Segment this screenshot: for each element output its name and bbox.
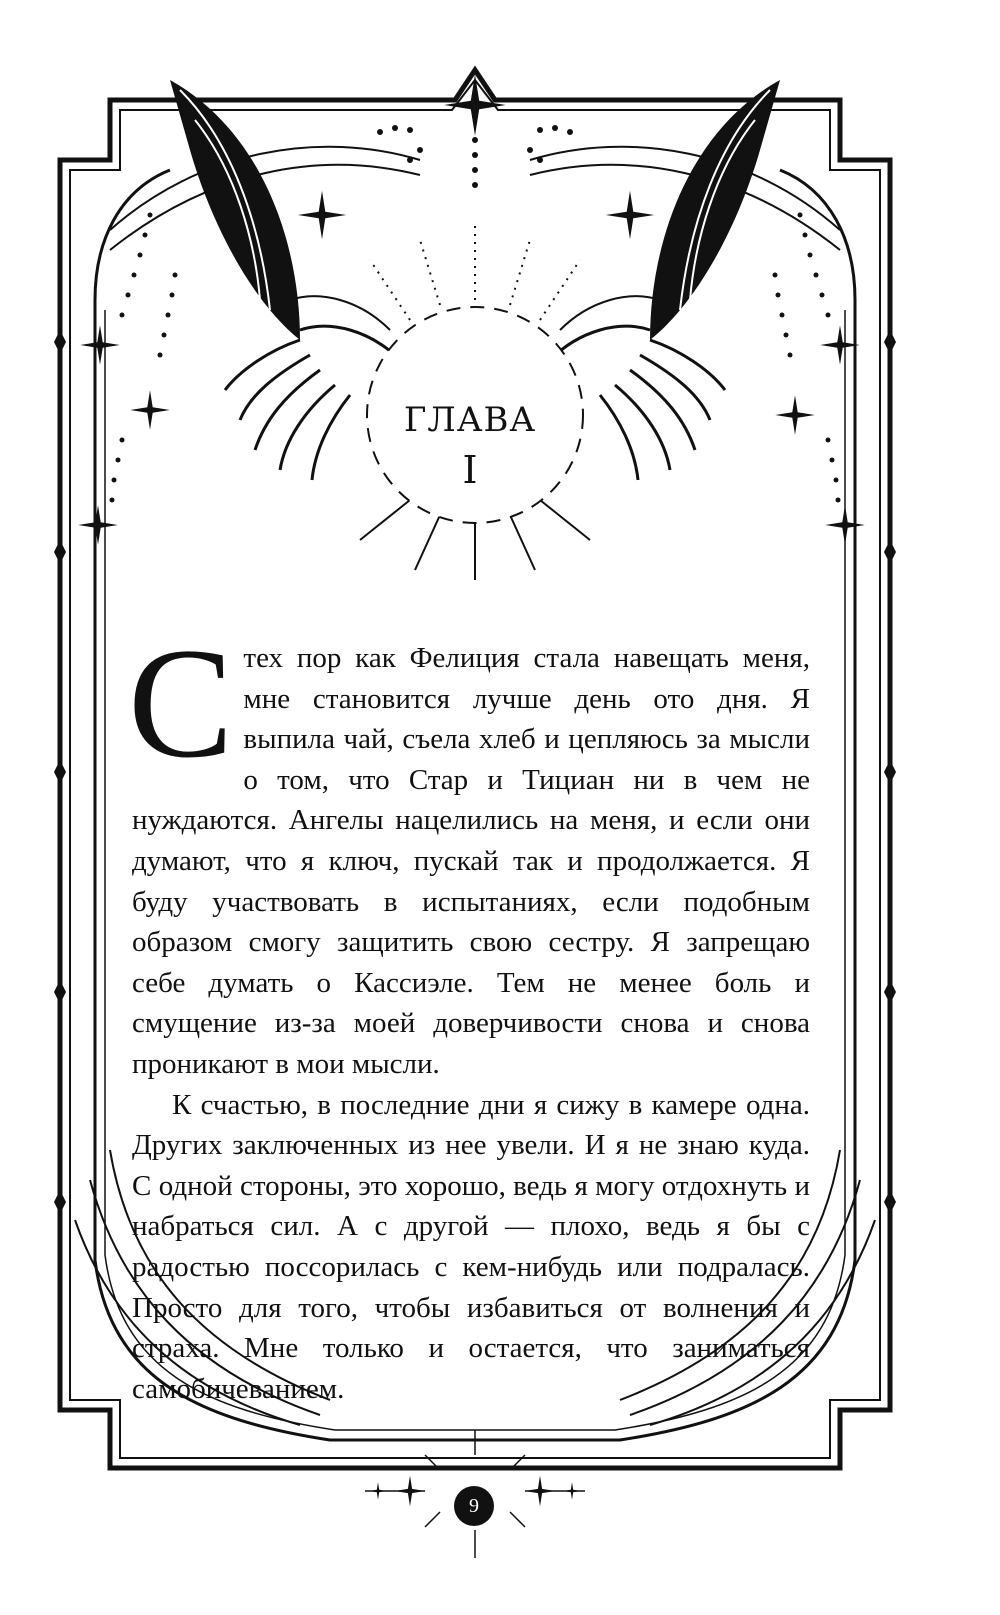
page-number: 9 <box>469 1495 479 1517</box>
drop-cap: С <box>128 616 234 791</box>
chapter-number: I <box>462 448 478 492</box>
paragraph: К счастью, в последние дни я сижу в камере одна. Других заключенных из нее увели. И я не знаю куда. С одной стороны, это хорошо, ведь я могу отдохнуть и набраться сил. А с другой — плохо, ведь я бы с радостью поссорилась с кем-нибудь или подралась. Просто для того, чтобы избавиться от волнения и страха. Мне только и остается, что заниматься самобичеванием. <box>132 1088 810 1405</box>
paragraph <box>128 616 810 1085</box>
chapter-heading: ГЛАВА <box>403 400 537 440</box>
paragraph-text: тех пор как Фелиция стала навещать меня, мне становится лучше день ото дня. Я выпила чай, съела хлеб и цепляюсь за мысли о том, что Стар и Тициан ни в чем не нуждаются. Ангелы нацелились на меня, и если они думают, что я ключ, пускай так и продолжается. Я буду участвовать в испытаниях, если подобным образом смогу защитить свою сестру. Я запрещаю себе думать о Кассиэле. Тем не менее боль и смущение из-за моей доверчивости снова и снова проникают в мои мысли. <box>132 642 810 1080</box>
body-text <box>128 616 810 1409</box>
